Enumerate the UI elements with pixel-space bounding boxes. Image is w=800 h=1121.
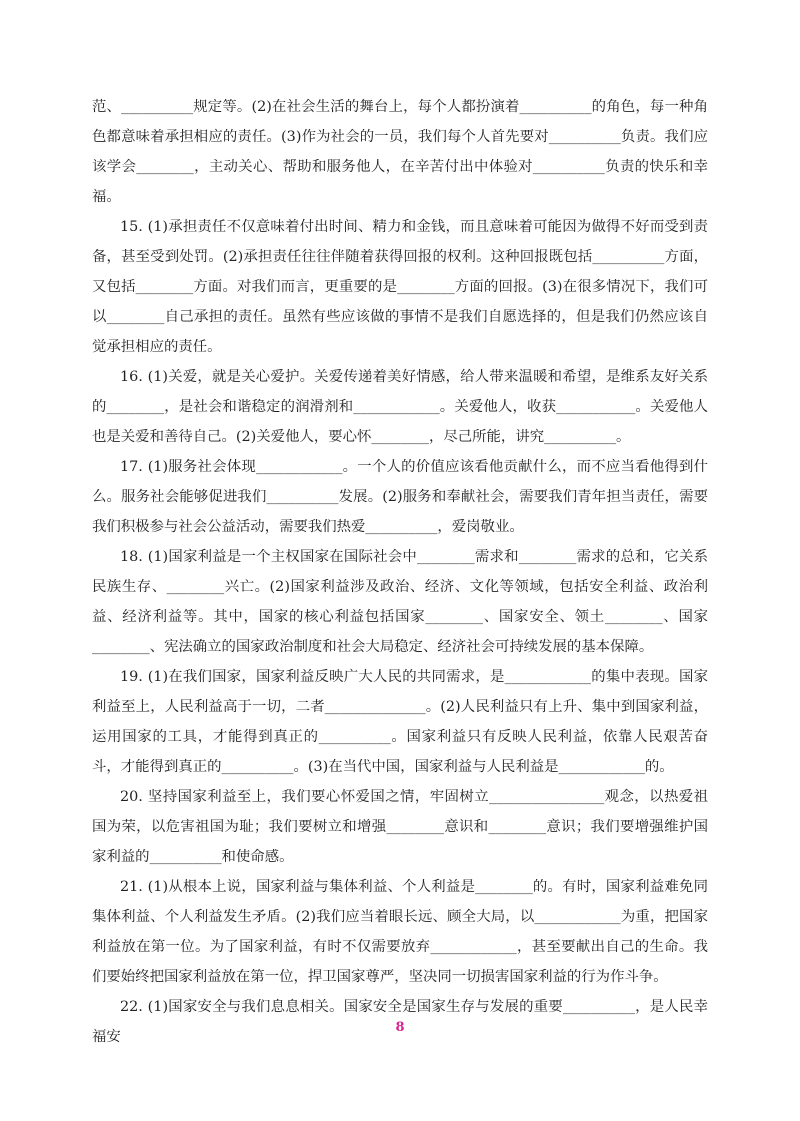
paragraph-20: 20. 坚持国家利益至上，我们要心怀爱国之情，牢固树立________________观念，以热爱祖国为荣，以危害祖国为耻；我们要树立和增强________意识和________意识；我们要增强维护国家利益的__________和使命感。: [92, 789, 708, 865]
paragraph-15: 15. (1)承担责任不仅意味着付出时间、精力和金钱，而且意味着可能因为做得不好而受到责备，甚至受到处罚。(2)承担责任往往伴随着获得回报的权利。这种回报既包括__________方面，又包括________方面。对我们而言，更重要的是________方面的回报。(3)在很多情况下，我们可以________自己承担的责任。虽然有些应该做的事情不是我们自愿选择的，但是我们仍然应该自觉承担相应的责任。: [92, 219, 708, 355]
paragraph-16: 16. (1)关爱，就是关心爱护。关爱传递着美好情感，给人带来温暖和希望，是维系友好关系的________，是社会和谐稳定的润滑剂和____________。关爱他人，收获___________。关爱他人也是关爱和善待自己。(2)关爱他人，要心怀________，尽己所能，讲究__________。: [92, 369, 708, 445]
paragraph-17: 17. (1)服务社会体现____________。一个人的价值应该看他贡献什么，而不应当看他得到什么。服务社会能够促进我们__________发展。(2)服务和奉献社会，需要我们青年担当责任，需要我们积极参与社会公益活动，需要我们热爱__________，爱岗敬业。: [92, 459, 708, 535]
page-content: [92, 92, 708, 1052]
page-number: 8: [395, 1020, 405, 1035]
paragraph-18: 18. (1)国家利益是一个主权国家在国际社会中________需求和________需求的总和，它关系民族生存、________兴亡。(2)国家利益涉及政治、经济、文化等领域，包括安全利益、政治利益、经济利益等。其中，国家的核心利益包括国家________、国家安全、领土________、国家________、宪法确立的国家政治制度和社会大局稳定、经济社会可持续发展的基本保障。: [92, 549, 708, 655]
paragraph-21: 21. (1)从根本上说，国家利益与集体利益、个人利益是________的。有时，国家利益难免同集体利益、个人利益发生矛盾。(2)我们应当着眼长远、顾全大局，以____________为重，把国家利益放在第一位。为了国家利益，有时不仅需要放弃____________，甚至要献出自己的生命。我们要始终把国家利益放在第一位，捍卫国家尊严，坚决同一切损害国家利益的行为作斗争。: [92, 879, 708, 985]
paragraph-22: 22. (1)国家安全与我们息息相关。国家安全是国家生存与发展的重要__________，是人民幸福安: [92, 999, 708, 1045]
paragraph-19: 19. (1)在我们国家，国家利益反映广大人民的共同需求，是____________的集中表现。国家利益至上，人民利益高于一切，二者______________。(2)人民利益只有上升、集中到国家利益，运用国家的工具，才能得到真正的__________。国家利益只有反映人民利益，依靠人民艰苦奋斗，才能得到真正的__________。(3)在当代中国，国家利益与人民利益是____________的。: [92, 669, 708, 775]
paragraph-14-continued: 范、__________规定等。(2)在社会生活的舞台上，每个人都扮演着__________的角色，每一种角色都意味着承担相应的责任。(3)作为社会的一员，我们每个人首先要对__________负责。我们应该学会________，主动关心、帮助和服务他人，在辛苦付出中体验对__________负责的快乐和幸福。: [92, 99, 708, 205]
